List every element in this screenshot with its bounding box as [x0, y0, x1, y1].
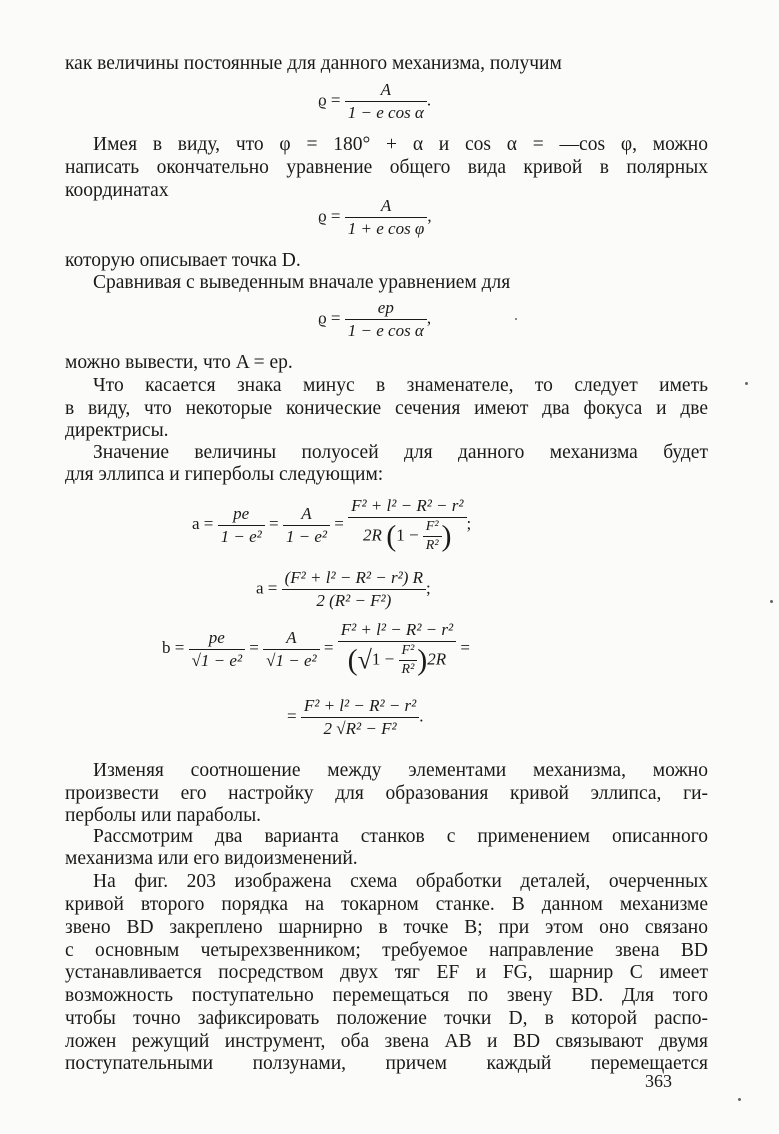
scan-speck	[738, 1098, 741, 1101]
text-line: можно вывести, что A = ep.	[65, 352, 293, 373]
text-line: Что касается знака минус в знаменателе, то следует иметь	[93, 375, 708, 396]
text-line: Рассмотрим два варианта станков с применением описанного	[93, 826, 708, 847]
text-line: устанавливается посредством двух тяг EF и FG, шарнир C имеет	[65, 962, 708, 983]
text-line: ложен режущий инструмент, оба звена AB и BD связывают двумя	[65, 1031, 708, 1052]
equation-semi-axis-b: b = $\frac{pe}{\text{√1 − e²}}$ = $\frac{A}{\text{√1 − e²}}$ = F² + l² − R² − r² (√1 − $\frac{\text{F²}}{\text{R²}}$ )2R =	[162, 620, 470, 677]
text-line: Изменяя соотношение между элементами механизма, можно	[93, 760, 708, 781]
text-line: Имея в виду, что φ = 180° + α и cos α = —cos φ, можно	[93, 134, 708, 155]
scan-speck	[515, 318, 517, 320]
page-number: 363	[645, 1071, 672, 1091]
text-line: написать окончательно уравнение общего вида кривой в полярных	[65, 157, 708, 178]
equation-rho-3: ϱ = $\frac{ep}{\text{1 − e cos α}}$ ,	[318, 298, 432, 340]
text-line: координатах	[65, 180, 169, 201]
scan-speck	[745, 382, 748, 385]
text-line: для эллипса и гиперболы следующим:	[65, 464, 384, 485]
text-line: звено BD закреплено шарнирно в точке B; при этом оно связано	[65, 917, 708, 938]
text-line: директрисы.	[65, 420, 169, 441]
text-line: Значение величины полуосей для данного механизма будет	[93, 442, 708, 463]
text-line: с основным четырехзвенником; требуемое направление звена BD	[65, 940, 708, 961]
text-line: чтобы точно зафиксировать положение точки D, в которой распо-	[65, 1008, 708, 1029]
equation-semi-axis-b-continued: = $\frac{\text{F² + l² − R² − r²}}{\text{2 √R² − F²}}$ .	[287, 696, 424, 738]
text-line: поступательными ползунами, причем каждый перемещается	[65, 1053, 708, 1074]
equation-rho-1: ϱ = $\frac{A}{\text{1 − e cos α}}$ .	[318, 80, 432, 122]
equation-semi-axis-a-2: a = $\frac{\text{(F² + l² − R² − r²) R}}{\text{2 (R² − F²)}}$ ;	[256, 568, 431, 610]
text-line: в виду, что некоторые конические сечения имеют два фокуса и две	[65, 398, 708, 419]
text-line: как величины постоянные для данного механизма, получим	[65, 53, 562, 74]
equation-semi-axis-a-1: a = $\frac{pe}{\text{1 − e²}}$ = $\frac{A}{\text{1 − e²}}$ = F² + l² − R² − r² 2R (1 − $\frac{\text{F²}}{\text{R²}}$ ) ;	[192, 496, 472, 553]
text-line: которую описывает точка D.	[65, 250, 301, 271]
text-line: механизма или его видоизменений.	[65, 848, 358, 869]
text-line: произвести его настройку для образования кривой эллипса, ги-	[65, 783, 708, 804]
text-line: кривой второго порядка на токарном станке. В данном механизме	[65, 894, 708, 915]
text-line: возможность поступательно перемещаться по звену BD. Для того	[65, 985, 708, 1006]
equation-rho-2: ϱ = $\frac{A}{\text{1 + e cos φ}}$ ,	[318, 196, 432, 238]
text-line: На фиг. 203 изображена схема обработки деталей, очерченных	[93, 871, 708, 892]
scan-speck	[770, 600, 773, 603]
text-line: перболы или параболы.	[65, 805, 262, 826]
text-line: Сравнивая с выведенным вначале уравнением для	[93, 272, 511, 293]
